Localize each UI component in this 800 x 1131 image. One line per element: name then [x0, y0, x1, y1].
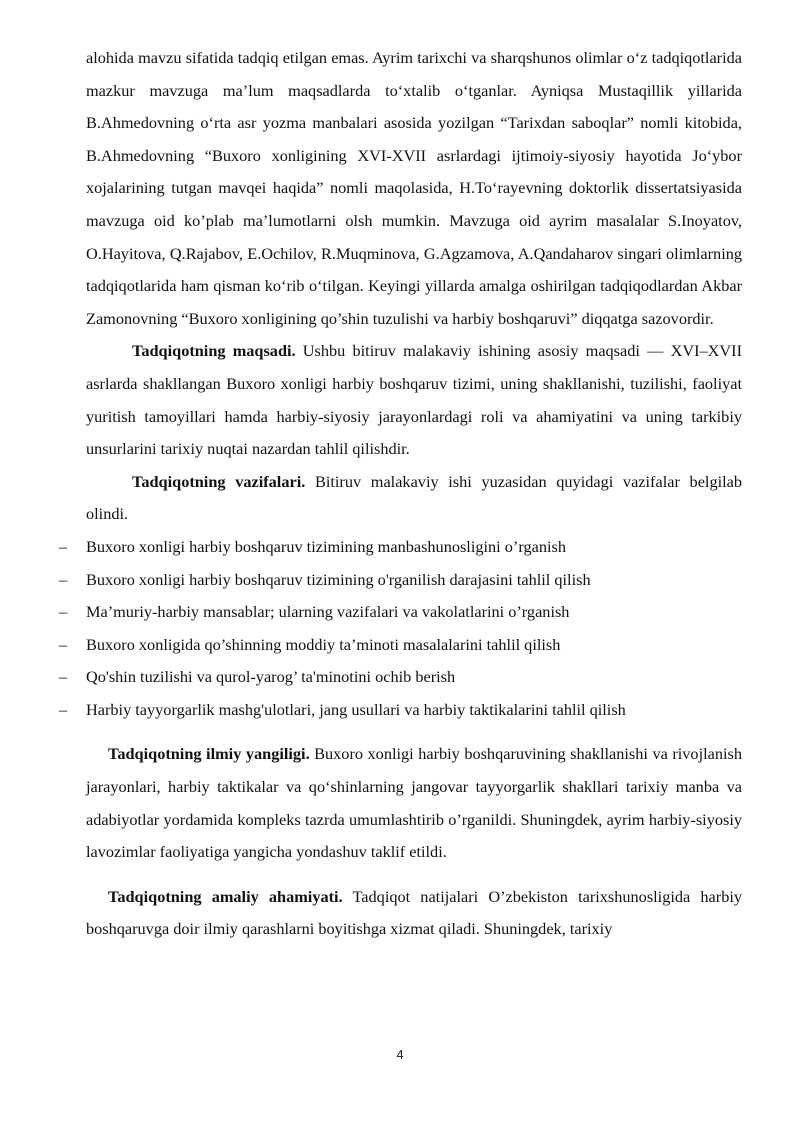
- novelty-paragraph: [86, 738, 742, 868]
- page-number: 4: [396, 1047, 404, 1062]
- practical-paragraph: [86, 881, 742, 946]
- list-item: [59, 661, 742, 694]
- tasks-paragraph: [86, 466, 742, 531]
- tasks-heading: Tadqiqotning vazifalari.: [132, 471, 306, 491]
- list-item-text: Buxoro xonligida qo’shinning moddiy ta’minoti masalalarini tahlil qilish: [86, 634, 561, 654]
- dash-bullet: –: [59, 699, 68, 719]
- list-item-text: Harbiy tayyorgarlik mashg'ulotlari, jang usullari va harbiy taktikalarini tahlil qilish: [86, 699, 626, 719]
- list-item: [59, 629, 742, 662]
- dash-bullet: –: [59, 667, 68, 687]
- tasks-list: [59, 531, 742, 727]
- goal-paragraph: [86, 335, 742, 465]
- novelty-heading: Tadqiqotning ilmiy yangiligi.: [108, 744, 310, 764]
- dash-bullet: –: [59, 569, 68, 589]
- tasks-text: Bitiruv malakaviy ishi yuzasidan quyidagi vazifalar belgilab olindi.: [86, 471, 742, 524]
- list-item: [59, 531, 742, 564]
- intro-paragraph: alohida mavzu sifatida tadqiq etilgan emas. Ayrim tarixchi va sharqshunos olimlar o‘z tadqiqotlarida mazkur mavzuga ma’lum maqsadlarda to‘xtalib o‘tganlar. Ayniqsa Mustaqillik yillarida B.Ahmedovning o‘rta asr yozma manbalari asosida yozilgan “Tarixdan saboqlar” nomli kitobida, B.Ahmedovning “Buxoro xonligining XVI-XVII asrlardagi ijtimoiy-siyosiy hayotida Jo‘ybor xojalarining tutgan mavqei haqida” nomli maqolasida, H.To‘rayevning doktorlik dissertatsiyasida mavzuga oid ko’plab ma’lumotlarni olsh mumkin. Mavzuga oid ayrim masalalar S.Inoyatov, O.Hayitova, Q.Rajabov, E.Ochilov, R.Muqminova, G.Agzamova, A.Qandaharov singari olimlarning tadqiqotlarida ham qisman ko‘rib o‘tilgan. Keyingi yillarda amalga oshirilgan tadqiqodlardan Akbar Zamonovning “Buxoro xonligining qo’shin tuzulishi va harbiy boshqaruvi” diqqatga sazovordir.: [86, 48, 742, 328]
- goal-heading: Tadqiqotning maqsadi.: [132, 341, 296, 361]
- list-item-text: Buxoro xonligi harbiy boshqaruv tizimining manbashunosligini o’rganish: [86, 536, 566, 556]
- practical-text: Tadqiqot natijalari O’zbekiston tarixshunosligida harbiy boshqaruvga doir ilmiy qarashlarni boyitishga xizmat qiladi. Shuningdek, tarixiy: [86, 886, 742, 939]
- list-item-text: Buxoro xonligi harbiy boshqaruv tizimining o'rganilish darajasini tahlil qilish: [86, 569, 591, 589]
- dash-bullet: –: [59, 602, 68, 622]
- novelty-text: Buxoro xonligi harbiy boshqaruvining shakllanishi va rivojlanish jarayonlari, harbiy taktikalar va qo‘shinlarning jangovar tayyorgarlik shakllari tarixiy manba va adabiyotlar yordamida kompleks tazrda umumlashtirib o’rganildi. Shuningdek, ayrim harbiy-siyosiy lavozimlar faoliyatiga yangicha yondashuv taklif etildi.: [86, 744, 742, 862]
- list-item-text: Qo'shin tuzilishi va qurol-yarog’ ta'minotini ochib berish: [86, 667, 456, 687]
- goal-text: Ushbu bitiruv malakaviy ishining asosiy maqsadi — XVI–XVII asrlarda shakllangan Buxoro xonligi harbiy boshqaruv tizimi, uning shakllanishi, tuzilishi, faoliyat yuritish tamoyillari hamda harbiy-siyosiy jarayonlardagi roli va ahamiyatini va uning tarkibiy unsurlarini tarixiy nuqtai nazardan tahlil qilishdir.: [86, 341, 743, 459]
- document-page: [59, 42, 743, 946]
- practical-heading: Tadqiqotning amaliy ahamiyati.: [108, 886, 343, 906]
- dash-bullet: –: [59, 634, 68, 654]
- list-item-text: Ma’muriy-harbiy mansablar; ularning vazifalari va vakolatlarini o’rganish: [86, 602, 570, 622]
- list-item: [59, 694, 742, 727]
- list-item: [59, 596, 742, 629]
- dash-bullet: –: [59, 536, 68, 556]
- list-item: [59, 564, 742, 597]
